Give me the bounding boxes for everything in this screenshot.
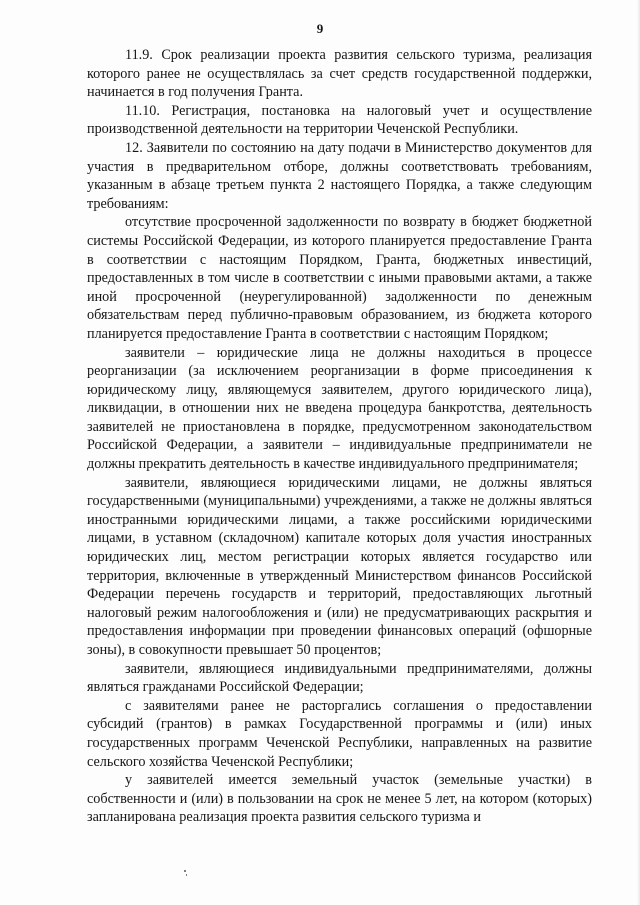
paragraph-11-10: 11.10. Регистрация, постановка на налоговый учет и осуществление производственной деятельности на территории Чеченской Республики.	[87, 102, 592, 138]
paragraph-no-terminated-agreements: с заявителями ранее не расторгались соглашения о предоставлении субсидий (грантов) в рамках Государственной программы и (или) иных государственных программ Чеченской Республики, направленных на развитие сельского хозяйства Чеченской Республики;	[87, 697, 592, 770]
page-number: 9	[316, 21, 324, 36]
paragraph-no-reorganization: заявители – юридические лица не должны находиться в процессе реорганизации (за исключением реорганизации в форме присоединения к юридическому лицу, являющемуся заявителем, другого юридического лица), ликвидации, в отношении них не введена процедура банкротства, деятельность заявителей не приостановлена в порядке, предусмотренном законодательством Российской Федерации, а заявители – индивидуальные предприниматели не должны прекратить деятельность в качестве индивидуального предпринимателя;	[87, 344, 592, 473]
paragraph-land-plot: у заявителей имеется земельный участок (земельные участки) в собственности и (или) в пользовании на срок не менее 5 лет, на котором (которых) запланирована реализация проекта развития сельского туризма и	[87, 772, 592, 826]
paragraph-individual-entrepreneurs: заявители, являющиеся индивидуальными предпринимателями, должны являться гражданами Российской Федерации;	[87, 660, 592, 696]
scan-speck	[186, 874, 187, 876]
scan-speck	[184, 870, 186, 872]
document-body	[87, 46, 592, 827]
paragraph-12: 12. Заявители по состоянию на дату подачи в Министерство документов для участия в предварительном отборе, должны соответствовать требованиям, указанным в абзаце третьем пункта 2 настоящего Порядка, а также следующим требованиям:	[87, 139, 592, 212]
paragraph-legal-entities: заявители, являющиеся юридическими лицами, не должны являться государственными (муниципальными) учреждениями, а также не должны являться иностранными юридическими лицами, а также российскими юридическими лицами, в уставном (складочном) капитале которых доля участия иностранных юридических лиц, местом регистрации которых является государство или территория, включенные в утвержденный Министерством финансов Российской Федерации перечень государств и территорий, предоставляющих льготный налоговый режим налогообложения и (или) не предусматривающих раскрытия и предоставления информации при проведении финансовых операций (офшорные зоны), в совокупности превышает 50 процентов;	[87, 474, 592, 658]
paragraph-11-9: 11.9. Срок реализации проекта развития сельского туризма, реализация которого ранее не осуществлялась за счет средств государственной поддержки, начинается в год получения Гранта.	[87, 47, 592, 101]
paragraph-no-overdue-debt: отсутствие просроченной задолженности по возврату в бюджет бюджетной системы Российской Федерации, из которого планируется предоставление Гранта в соответствии с настоящим Порядком, Гранта, бюджетных инвестиций, предоставленных в том числе в соответствии с иными правовыми актами, а также иной просроченной (неурегулированной) задолженности по денежным обязательствам перед публично-правовым образованием, из бюджета которого планируется предоставление Гранта в соответствии с настоящим Порядком;	[87, 214, 592, 342]
